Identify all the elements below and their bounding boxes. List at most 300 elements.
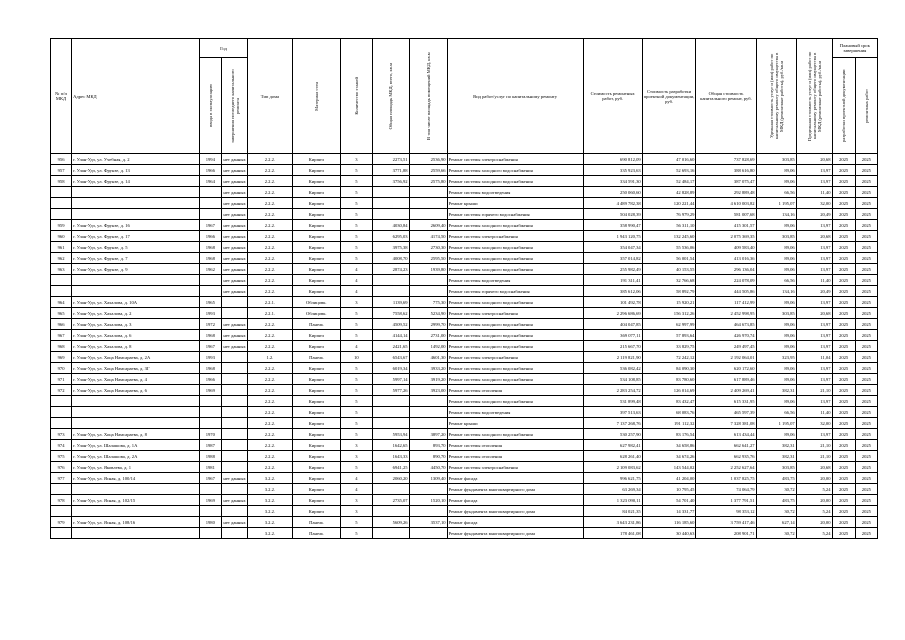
row-year-overhaul: нет данных bbox=[221, 176, 247, 187]
row-repair-cost: 628 261,40 bbox=[583, 451, 642, 462]
row-unit-cost-limit: 13,97 bbox=[796, 264, 832, 275]
table-row bbox=[51, 275, 878, 286]
row-deadline-works: 2025 bbox=[855, 440, 877, 451]
row-repair-cost: 215 667,70 bbox=[583, 341, 642, 352]
row-residential-area bbox=[409, 528, 447, 539]
row-repair-cost: 996 621,75 bbox=[583, 473, 642, 484]
row-repair-cost: 397 513,63 bbox=[583, 407, 642, 418]
row-floors: 5 bbox=[341, 330, 373, 341]
row-year-overhaul bbox=[221, 440, 247, 451]
row-num: 968 bbox=[51, 341, 72, 352]
row-year-built: 1967 bbox=[199, 473, 221, 484]
row-work-type: Ремонт фундамента многоквартирного дома bbox=[447, 484, 583, 495]
row-work-type: Ремонт системы отопления bbox=[447, 385, 583, 396]
row-design-cost: 56 311,10 bbox=[642, 220, 696, 231]
row-floors: 5 bbox=[341, 363, 373, 374]
row-deadline-design: 2025 bbox=[832, 506, 855, 517]
row-floors: 5 bbox=[341, 198, 373, 209]
row-floors: 3 bbox=[341, 506, 373, 517]
row-num: 971 bbox=[51, 374, 72, 385]
row-residential-area: 2730,30 bbox=[409, 242, 447, 253]
row-repair-cost: 84 021,35 bbox=[583, 506, 642, 517]
row-design-cost: 52 693,16 bbox=[642, 165, 696, 176]
table-header bbox=[51, 39, 878, 154]
row-num: 972 bbox=[51, 385, 72, 396]
row-design-cost: 62 997,99 bbox=[642, 319, 696, 330]
row-work-type: Ремонт системы холодного водоснабжения bbox=[447, 341, 583, 352]
row-deadline-works: 2025 bbox=[855, 363, 877, 374]
row-design-cost: 32 766,68 bbox=[642, 275, 696, 286]
row-repair-cost: 2 119 821,90 bbox=[583, 352, 642, 363]
row-num: 959 bbox=[51, 220, 72, 231]
row-num: 975 bbox=[51, 451, 72, 462]
row-address: г. Улан-Удэ, ул. Хоца Намсараева, д. 4 bbox=[72, 374, 200, 385]
row-repair-cost: 536 082,42 bbox=[583, 363, 642, 374]
row-total-cost: 662 935,76 bbox=[696, 451, 756, 462]
row-total-area: 6019,34 bbox=[372, 363, 409, 374]
row-deadline-works: 2025 bbox=[855, 451, 877, 462]
row-house-type: 2.2.2. bbox=[248, 242, 292, 253]
row-address bbox=[72, 198, 200, 209]
row-unit-cost-limit: 5,24 bbox=[796, 484, 832, 495]
row-floors: 5 bbox=[341, 385, 373, 396]
row-total-area bbox=[372, 396, 409, 407]
row-floors: 4 bbox=[341, 473, 373, 484]
row-num bbox=[51, 484, 72, 495]
row-wall-material: Кирпич bbox=[292, 264, 341, 275]
table-row bbox=[51, 473, 878, 484]
row-year-overhaul bbox=[221, 396, 247, 407]
row-unit-cost-limit: 20,00 bbox=[796, 473, 832, 484]
row-unit-cost-limit: 13,97 bbox=[796, 396, 832, 407]
table-row bbox=[51, 396, 878, 407]
row-num: 967 bbox=[51, 330, 72, 341]
row-residential-area: 1309,40 bbox=[409, 473, 447, 484]
row-year-built: 1964 bbox=[199, 176, 221, 187]
row-num: 977 bbox=[51, 473, 72, 484]
row-unit-cost-limit: 13,97 bbox=[796, 176, 832, 187]
row-address: г. Улан-Удэ, ул. Фрунзе, д. 9 bbox=[72, 264, 200, 275]
row-deadline-design: 2025 bbox=[832, 495, 855, 506]
row-year-built: 1987 bbox=[199, 440, 221, 451]
row-deadline-works: 2025 bbox=[855, 319, 877, 330]
row-design-cost: 76 979,29 bbox=[642, 209, 696, 220]
row-year-overhaul bbox=[221, 451, 247, 462]
row-total-area: 3975,38 bbox=[372, 242, 409, 253]
row-house-type: 3.2.2. bbox=[248, 495, 292, 506]
row-total-area bbox=[372, 418, 409, 429]
row-residential-area: 5234,90 bbox=[409, 308, 447, 319]
row-residential-area bbox=[409, 187, 447, 198]
row-num bbox=[51, 275, 72, 286]
row-residential-area bbox=[409, 484, 447, 495]
row-num: 958 bbox=[51, 176, 72, 187]
row-deadline-works: 2025 bbox=[855, 176, 877, 187]
row-deadline-works: 2025 bbox=[855, 528, 877, 539]
row-work-type: Ремонт системы электроснабжения bbox=[447, 308, 583, 319]
row-year-built: 1993 bbox=[199, 308, 221, 319]
row-deadline-works: 2025 bbox=[855, 253, 877, 264]
row-residential-area bbox=[409, 418, 447, 429]
row-num: 957 bbox=[51, 165, 72, 176]
row-design-cost: 55 536,06 bbox=[642, 242, 696, 253]
table-row bbox=[51, 297, 878, 308]
row-unit-cost-limit: 21,10 bbox=[796, 451, 832, 462]
row-address: г. Улан-Удэ, ул. Фрунзе, д. 14 bbox=[72, 176, 200, 187]
row-deadline-design: 2025 bbox=[832, 374, 855, 385]
row-residential-area: 4174,50 bbox=[409, 231, 447, 242]
row-residential-area bbox=[409, 506, 447, 517]
row-work-type: Ремонт системы холодного водоснабжения bbox=[447, 396, 583, 407]
row-house-type: 3.2.2. bbox=[248, 528, 292, 539]
row-design-cost: 68 083,76 bbox=[642, 407, 696, 418]
table-row bbox=[51, 187, 878, 198]
row-deadline-works: 2025 bbox=[855, 341, 877, 352]
row-year-built: 1970 bbox=[199, 429, 221, 440]
row-wall-material: Кирпич bbox=[292, 407, 341, 418]
row-year-built: 1981 bbox=[199, 462, 221, 473]
row-unit-cost-limit: 20,49 bbox=[796, 286, 832, 297]
table-row bbox=[51, 374, 878, 385]
row-wall-material: Кирпич bbox=[292, 275, 341, 286]
row-wall-material: Кирпич bbox=[292, 176, 341, 187]
row-residential-area: 2559,66 bbox=[409, 165, 447, 176]
row-residential-area: 3919,20 bbox=[409, 374, 447, 385]
row-house-type: 2.2.2. bbox=[248, 418, 292, 429]
header-address: Адрес МКД bbox=[72, 39, 200, 154]
table-row bbox=[51, 528, 878, 539]
row-wall-material: Облицовк. bbox=[292, 308, 341, 319]
row-year-built: 1994 bbox=[199, 154, 221, 165]
row-deadline-design: 2025 bbox=[832, 484, 855, 495]
row-deadline-works: 2025 bbox=[855, 473, 877, 484]
row-total-area: 2421,65 bbox=[372, 341, 409, 352]
row-deadline-works: 2025 bbox=[855, 396, 877, 407]
row-address bbox=[72, 275, 200, 286]
table-row bbox=[51, 429, 878, 440]
row-unit-cost-actual: 483,75 bbox=[756, 473, 796, 484]
header-work-type: Вид работ/услуг по капитальному ремонту bbox=[447, 39, 583, 154]
row-wall-material: Кирпич bbox=[292, 473, 341, 484]
row-unit-cost-limit: 5,24 bbox=[796, 506, 832, 517]
row-address: г. Улан-Удэ, ул. Ясная, д. 102/15 bbox=[72, 495, 200, 506]
table-row bbox=[51, 418, 878, 429]
row-year-overhaul bbox=[221, 506, 247, 517]
row-year-overhaul bbox=[221, 462, 247, 473]
row-deadline-design: 2025 bbox=[832, 253, 855, 264]
row-work-type: Ремонт системы водоотведения bbox=[447, 275, 583, 286]
header-design-cost: Стоимость разработки проектной документации, руб. bbox=[642, 39, 696, 154]
row-wall-material: Панель bbox=[292, 528, 341, 539]
row-total-area: 6941,25 bbox=[372, 462, 409, 473]
row-total-area bbox=[372, 275, 409, 286]
row-design-cost: 116 185,60 bbox=[642, 517, 696, 528]
row-total-area: 7558,62 bbox=[372, 308, 409, 319]
row-design-cost: 34 658,86 bbox=[642, 440, 696, 451]
header-deadline-works: ремонтных работ bbox=[855, 58, 877, 154]
row-repair-cost: 250 060,60 bbox=[583, 187, 642, 198]
row-total-area bbox=[372, 209, 409, 220]
row-house-type: 2.2.2. bbox=[248, 374, 292, 385]
row-unit-cost-limit: 20,68 bbox=[796, 308, 832, 319]
row-residential-area: 3537,10 bbox=[409, 517, 447, 528]
row-work-type: Ремонт системы холодного водоснабжения bbox=[447, 297, 583, 308]
row-total-cost: 249 497,45 bbox=[696, 341, 756, 352]
row-total-cost: 388 616,80 bbox=[696, 165, 756, 176]
row-design-cost: 34 674,26 bbox=[642, 451, 696, 462]
table-row bbox=[51, 330, 878, 341]
row-total-cost: 2 409 269,41 bbox=[696, 385, 756, 396]
row-design-cost: 30 440,63 bbox=[642, 528, 696, 539]
row-deadline-design: 2025 bbox=[832, 154, 855, 165]
header-total-area: Общая площадь МКД, всего, кв.м bbox=[372, 39, 409, 154]
row-deadline-design: 2025 bbox=[832, 275, 855, 286]
row-address: г. Улан-Удэ, ул. Фрунзе, д. 16 bbox=[72, 220, 200, 231]
row-work-type: Ремонт системы холодного водоснабжения bbox=[447, 264, 583, 275]
row-design-cost: 33 829,75 bbox=[642, 341, 696, 352]
row-num bbox=[51, 198, 72, 209]
row-house-type: 2.2.2. bbox=[248, 154, 292, 165]
row-unit-cost-limit: 20,68 bbox=[796, 154, 832, 165]
row-year-overhaul bbox=[221, 429, 247, 440]
row-total-area: 5953,94 bbox=[372, 429, 409, 440]
row-unit-cost-limit: 11,04 bbox=[796, 352, 832, 363]
header-unit-cost-limit: Предельная стоимость услуг и (или) работ по капитальному ремонту общего имущества в МКД (ремонтные работы), руб./кв.м bbox=[796, 39, 832, 154]
row-total-cost: 2 252 627,64 bbox=[696, 462, 756, 473]
row-total-cost: 409 583,40 bbox=[696, 242, 756, 253]
row-deadline-design: 2025 bbox=[832, 517, 855, 528]
row-deadline-works: 2025 bbox=[855, 275, 877, 286]
row-year-overhaul: нет данных bbox=[221, 165, 247, 176]
row-address bbox=[72, 528, 200, 539]
row-unit-cost-limit: 13,97 bbox=[796, 363, 832, 374]
row-unit-cost-limit: 21,10 bbox=[796, 440, 832, 451]
header-year-overhaul: завершения последнего капитального ремонта bbox=[221, 58, 247, 154]
header-wall-material: Материал стен bbox=[292, 39, 341, 154]
row-total-area: 6543,67 bbox=[372, 352, 409, 363]
row-floors: 5 bbox=[341, 462, 373, 473]
row-total-cost: 1 377 791,51 bbox=[696, 495, 756, 506]
row-total-cost: 2 452 998,95 bbox=[696, 308, 756, 319]
row-wall-material: Панель bbox=[292, 517, 341, 528]
row-total-cost: 426 970,74 bbox=[696, 330, 756, 341]
row-total-cost: 415 301,57 bbox=[696, 220, 756, 231]
row-unit-cost-actual: 89,06 bbox=[756, 220, 796, 231]
row-work-type: Ремонт системы электроснабжения bbox=[447, 462, 583, 473]
row-num: 962 bbox=[51, 253, 72, 264]
row-address: г. Улан-Удэ, ул. Фрунзе, д. 13 bbox=[72, 165, 200, 176]
row-design-cost: 156 312,26 bbox=[642, 308, 696, 319]
row-num: 978 bbox=[51, 495, 72, 506]
row-deadline-works: 2025 bbox=[855, 330, 877, 341]
row-total-cost: 74 064,79 bbox=[696, 484, 756, 495]
row-year-built: 1988 bbox=[199, 451, 221, 462]
row-floors: 3 bbox=[341, 440, 373, 451]
row-deadline-works: 2025 bbox=[855, 484, 877, 495]
row-house-type: 3.2.2. bbox=[248, 473, 292, 484]
row-year-built: 1969 bbox=[199, 385, 221, 396]
header-deadline-group: Плановый срок завершения bbox=[832, 39, 877, 58]
row-total-cost: 662 641,27 bbox=[696, 440, 756, 451]
row-deadline-works: 2025 bbox=[855, 286, 877, 297]
row-deadline-design: 2025 bbox=[832, 385, 855, 396]
row-year-built bbox=[199, 187, 221, 198]
row-year-built bbox=[199, 418, 221, 429]
row-deadline-works: 2025 bbox=[855, 517, 877, 528]
row-repair-cost: 358 990,47 bbox=[583, 220, 642, 231]
row-work-type: Ремонт системы холодного водоснабжения bbox=[447, 253, 583, 264]
row-floors: 4 bbox=[341, 264, 373, 275]
row-work-type: Ремонт системы водоотведения bbox=[447, 407, 583, 418]
row-work-type: Ремонт системы холодного водоснабжения bbox=[447, 165, 583, 176]
row-unit-cost-limit: 13,97 bbox=[796, 341, 832, 352]
row-address: г. Улан-Удэ, ул. Хоца Намсараева, д. 2А bbox=[72, 352, 200, 363]
row-repair-cost: 191 311,41 bbox=[583, 275, 642, 286]
row-unit-cost-limit: 13,97 bbox=[796, 253, 832, 264]
row-year-built: 1972 bbox=[199, 319, 221, 330]
row-year-overhaul: нет данных bbox=[221, 495, 247, 506]
row-repair-cost: 369 077,11 bbox=[583, 330, 642, 341]
row-total-area bbox=[372, 407, 409, 418]
row-design-cost: 47 016,60 bbox=[642, 154, 696, 165]
row-work-type: Ремонт системы горячего водоснабжения bbox=[447, 209, 583, 220]
row-deadline-design: 2025 bbox=[832, 264, 855, 275]
row-wall-material: Кирпич bbox=[292, 253, 341, 264]
row-floors: 5 bbox=[341, 374, 373, 385]
row-unit-cost-limit: 32,00 bbox=[796, 198, 832, 209]
row-deadline-design: 2025 bbox=[832, 429, 855, 440]
row-year-built: 1968 bbox=[199, 242, 221, 253]
row-floors: 5 bbox=[341, 319, 373, 330]
row-wall-material: Кирпич bbox=[292, 396, 341, 407]
row-wall-material: Кирпич bbox=[292, 484, 341, 495]
row-repair-cost: 531 899,48 bbox=[583, 396, 642, 407]
row-residential-area: 2609,40 bbox=[409, 220, 447, 231]
row-year-overhaul: нет данных bbox=[221, 473, 247, 484]
row-unit-cost-actual: 89,06 bbox=[756, 297, 796, 308]
row-work-type: Ремонт системы холодного водоснабжения bbox=[447, 429, 583, 440]
row-year-overhaul: нет данных bbox=[221, 286, 247, 297]
row-design-cost: 126 014,69 bbox=[642, 385, 696, 396]
row-deadline-design: 2025 bbox=[832, 198, 855, 209]
row-total-area bbox=[372, 484, 409, 495]
row-num bbox=[51, 407, 72, 418]
header-residential-area: В том числе площадь помещений МКД, кв.м bbox=[409, 39, 447, 154]
row-residential-area bbox=[409, 407, 447, 418]
row-unit-cost-actual: 30,72 bbox=[756, 506, 796, 517]
row-deadline-design: 2025 bbox=[832, 297, 855, 308]
row-floors: 3 bbox=[341, 154, 373, 165]
row-total-cost: 737 828,69 bbox=[696, 154, 756, 165]
row-work-type: Ремонт системы электроснабжения bbox=[447, 352, 583, 363]
row-total-area: 4008,70 bbox=[372, 253, 409, 264]
row-deadline-works: 2025 bbox=[855, 231, 877, 242]
row-total-area bbox=[372, 506, 409, 517]
row-deadline-design: 2025 bbox=[832, 352, 855, 363]
row-deadline-design: 2025 bbox=[832, 209, 855, 220]
row-deadline-design: 2025 bbox=[832, 363, 855, 374]
row-year-built bbox=[199, 506, 221, 517]
row-residential-area: 1939,80 bbox=[409, 264, 447, 275]
row-house-type: 2.2.2. bbox=[248, 286, 292, 297]
row-unit-cost-limit: 21,10 bbox=[796, 385, 832, 396]
header-repair-cost: Стоимость ремонтных работ, руб. bbox=[583, 39, 642, 154]
table-row bbox=[51, 517, 878, 528]
row-deadline-design: 2025 bbox=[832, 341, 855, 352]
row-total-area: 2060,20 bbox=[372, 473, 409, 484]
row-deadline-design: 2025 bbox=[832, 242, 855, 253]
row-house-type: 2.2.2. bbox=[248, 330, 292, 341]
row-total-area: 5977,26 bbox=[372, 385, 409, 396]
row-deadline-works: 2025 bbox=[855, 165, 877, 176]
row-year-built: 1966 bbox=[199, 374, 221, 385]
row-year-overhaul bbox=[221, 352, 247, 363]
row-work-type: Ремонт крыши bbox=[447, 198, 583, 209]
row-deadline-design: 2025 bbox=[832, 176, 855, 187]
row-residential-area bbox=[409, 275, 447, 286]
row-work-type: Ремонт системы холодного водоснабжения bbox=[447, 220, 583, 231]
row-house-type: 2.2.2. bbox=[248, 165, 292, 176]
row-total-cost: 7 328 381,08 bbox=[696, 418, 756, 429]
row-design-cost: 40 153,55 bbox=[642, 264, 696, 275]
row-unit-cost-actual: 483,75 bbox=[756, 495, 796, 506]
row-deadline-works: 2025 bbox=[855, 154, 877, 165]
row-address: г. Улан-Удэ, ул. Хахалова, д. 3 bbox=[72, 319, 200, 330]
row-floors: 5 bbox=[341, 517, 373, 528]
row-work-type: Ремонт системы отопления bbox=[447, 440, 583, 451]
row-house-type: 2.2.2. bbox=[248, 319, 292, 330]
row-year-built bbox=[199, 286, 221, 297]
row-address: г. Улан-Удэ, ул. Хахалова, д. 6 bbox=[72, 330, 200, 341]
row-wall-material: Кирпич bbox=[292, 154, 341, 165]
row-deadline-works: 2025 bbox=[855, 462, 877, 473]
row-house-type: 2.2.2. bbox=[248, 187, 292, 198]
row-residential-area: 1520,10 bbox=[409, 495, 447, 506]
row-address: г. Улан-Удэ, ул. Учебная, д. 2 bbox=[72, 154, 200, 165]
row-work-type: Ремонт системы электроснабжения bbox=[447, 154, 583, 165]
row-unit-cost-limit: 20,68 bbox=[796, 231, 832, 242]
row-unit-cost-actual: 627,14 bbox=[756, 517, 796, 528]
row-address: г. Улан-Удэ, ул. Фрунзе, д. 7 bbox=[72, 253, 200, 264]
table-row bbox=[51, 495, 878, 506]
table-row bbox=[51, 286, 878, 297]
row-total-cost: 387 075,47 bbox=[696, 176, 756, 187]
row-year-built bbox=[199, 209, 221, 220]
row-floors: 5 bbox=[341, 308, 373, 319]
row-total-cost: 581 007,68 bbox=[696, 209, 756, 220]
row-repair-cost: 334 591,30 bbox=[583, 176, 642, 187]
row-unit-cost-actual: 89,06 bbox=[756, 319, 796, 330]
header-unit-cost-actual: Удельная стоимость услуг и (или) работ по капитальному ремонту общего имущества в МКД (ремонтные работы), руб./кв.м bbox=[756, 39, 796, 154]
row-house-type: 2.2.2. bbox=[248, 275, 292, 286]
row-house-type: 2.2.2. bbox=[248, 440, 292, 451]
row-num bbox=[51, 528, 72, 539]
row-address: г. Улан-Удэ, ул. Шалашова, д. 1А bbox=[72, 440, 200, 451]
row-repair-cost: 255 982,49 bbox=[583, 264, 642, 275]
row-year-overhaul bbox=[221, 363, 247, 374]
header-year-group: Год bbox=[199, 39, 248, 58]
table-row bbox=[51, 165, 878, 176]
row-num: 969 bbox=[51, 352, 72, 363]
row-address bbox=[72, 396, 200, 407]
row-deadline-design: 2025 bbox=[832, 308, 855, 319]
row-year-built: 1993 bbox=[199, 352, 221, 363]
row-repair-cost: 7 137 268,76 bbox=[583, 418, 642, 429]
table-row bbox=[51, 363, 878, 374]
row-year-overhaul: нет данных bbox=[221, 319, 247, 330]
row-deadline-works: 2025 bbox=[855, 242, 877, 253]
row-floors: 3 bbox=[341, 297, 373, 308]
